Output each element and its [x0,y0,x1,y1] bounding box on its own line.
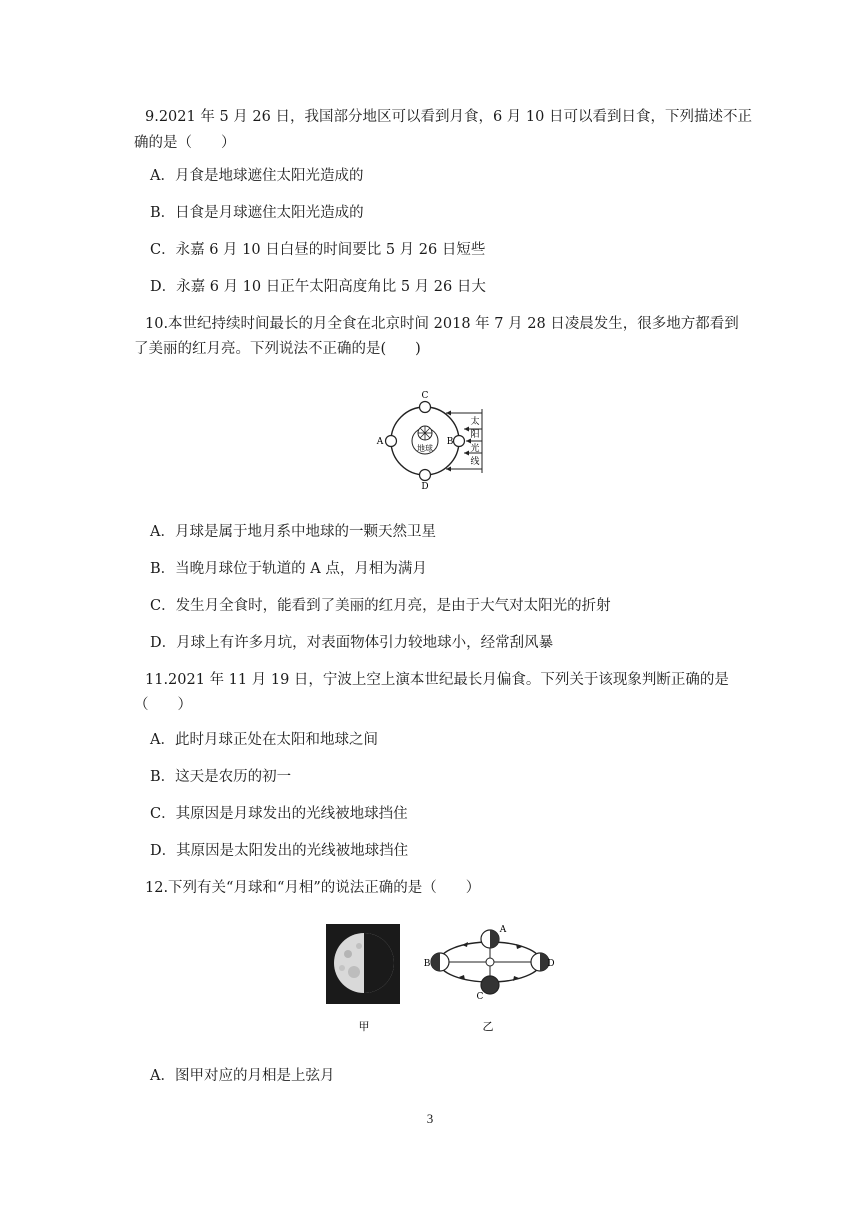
moon-position-c [420,402,431,413]
sunlight-label-3: 光 [470,444,480,454]
q11-stem-line1: 11.2021 年 11 月 19 日，宁波上空上演本世纪最长月偏食。下列关于该现象判断正确的是 [145,672,729,688]
caption-jia: 甲 [358,1020,370,1032]
q10-option-c: C．发生月全食时，能看到了美丽的红月亮，是由于大气对太阳光的折射 [150,598,611,614]
moon-position-a [386,436,397,447]
moon-position-d [420,470,431,481]
q11-stem-line2: （ ） [134,697,192,713]
q9-option-a: A．月食是地球遮住太阳光造成的 [150,168,364,184]
label-d: D [421,482,429,490]
q12-moon-orbit-figure [420,922,555,1034]
sunlight-label-1: 太 [470,417,480,427]
moon-position-b [454,436,465,447]
q11-option-d: D．其原因是太阳发出的光线被地球挡住 [150,843,409,859]
page-number: 3 [426,1111,434,1126]
q9-stem-line1: 9.2021 年 5 月 26 日，我国部分地区可以看到月食，6 月 10 日可以看到日食，下列描述不正 [145,109,752,125]
q11-option-b: B．这天是农历的初一 [150,769,292,785]
q9-option-c: C．永嘉 6 月 10 日白昼的时间要比 5 月 26 日短些 [150,242,486,258]
q10-option-b: B．当晚月球位于轨道的 A 点，月相为满月 [150,561,427,577]
q12-stem: 12.下列有关“月球和“月相”的说法正确的是（ ） [145,880,481,896]
label-c: C [421,391,429,401]
label-b: B [446,437,454,447]
q10-option-d: D．月球上有许多月坑，对表面物体引力较地球小，经常刮风暴 [150,635,554,651]
q9-stem-line2: 确的是（ ） [134,135,236,151]
moon-position-c [481,976,499,994]
q10-stem-line1: 10.本世纪持续时间最长的月全食在北京时间 2018 年 7 月 28 日凌晨发生，很多地方都看到 [145,316,739,332]
label-d: D [547,959,555,969]
q12-option-a: A．图甲对应的月相是上弦月 [150,1068,335,1084]
q10-eclipse-orbit-figure [370,385,495,490]
sunlight-label-2: 阳 [470,430,480,440]
q10-option-a: A．月球是属于地月系中地球的一颗天然卫星 [150,524,436,540]
earth-label: 地球 [417,444,433,453]
q11-option-c: C．其原因是月球发出的光线被地球挡住 [150,806,408,822]
q9-option-d: D．永嘉 6 月 10 日正午太阳高度角比 5 月 26 日大 [150,279,486,295]
q11-option-a: A．此时月球正处在太阳和地球之间 [150,732,378,748]
sunlight-label-4: 线 [470,457,480,467]
label-b: B [423,959,431,969]
q10-stem-line2: 了美丽的红月亮。下列说法不正确的是( ) [134,341,421,357]
label-a: A [499,925,507,935]
label-a: A [376,437,384,447]
label-c: C [476,992,484,1002]
q9-option-b: B．日食是月球遮住太阳光造成的 [150,205,364,221]
caption-yi: 乙 [482,1020,494,1033]
earth-icon [486,958,494,966]
q12-moon-phase-photo [326,924,402,1032]
